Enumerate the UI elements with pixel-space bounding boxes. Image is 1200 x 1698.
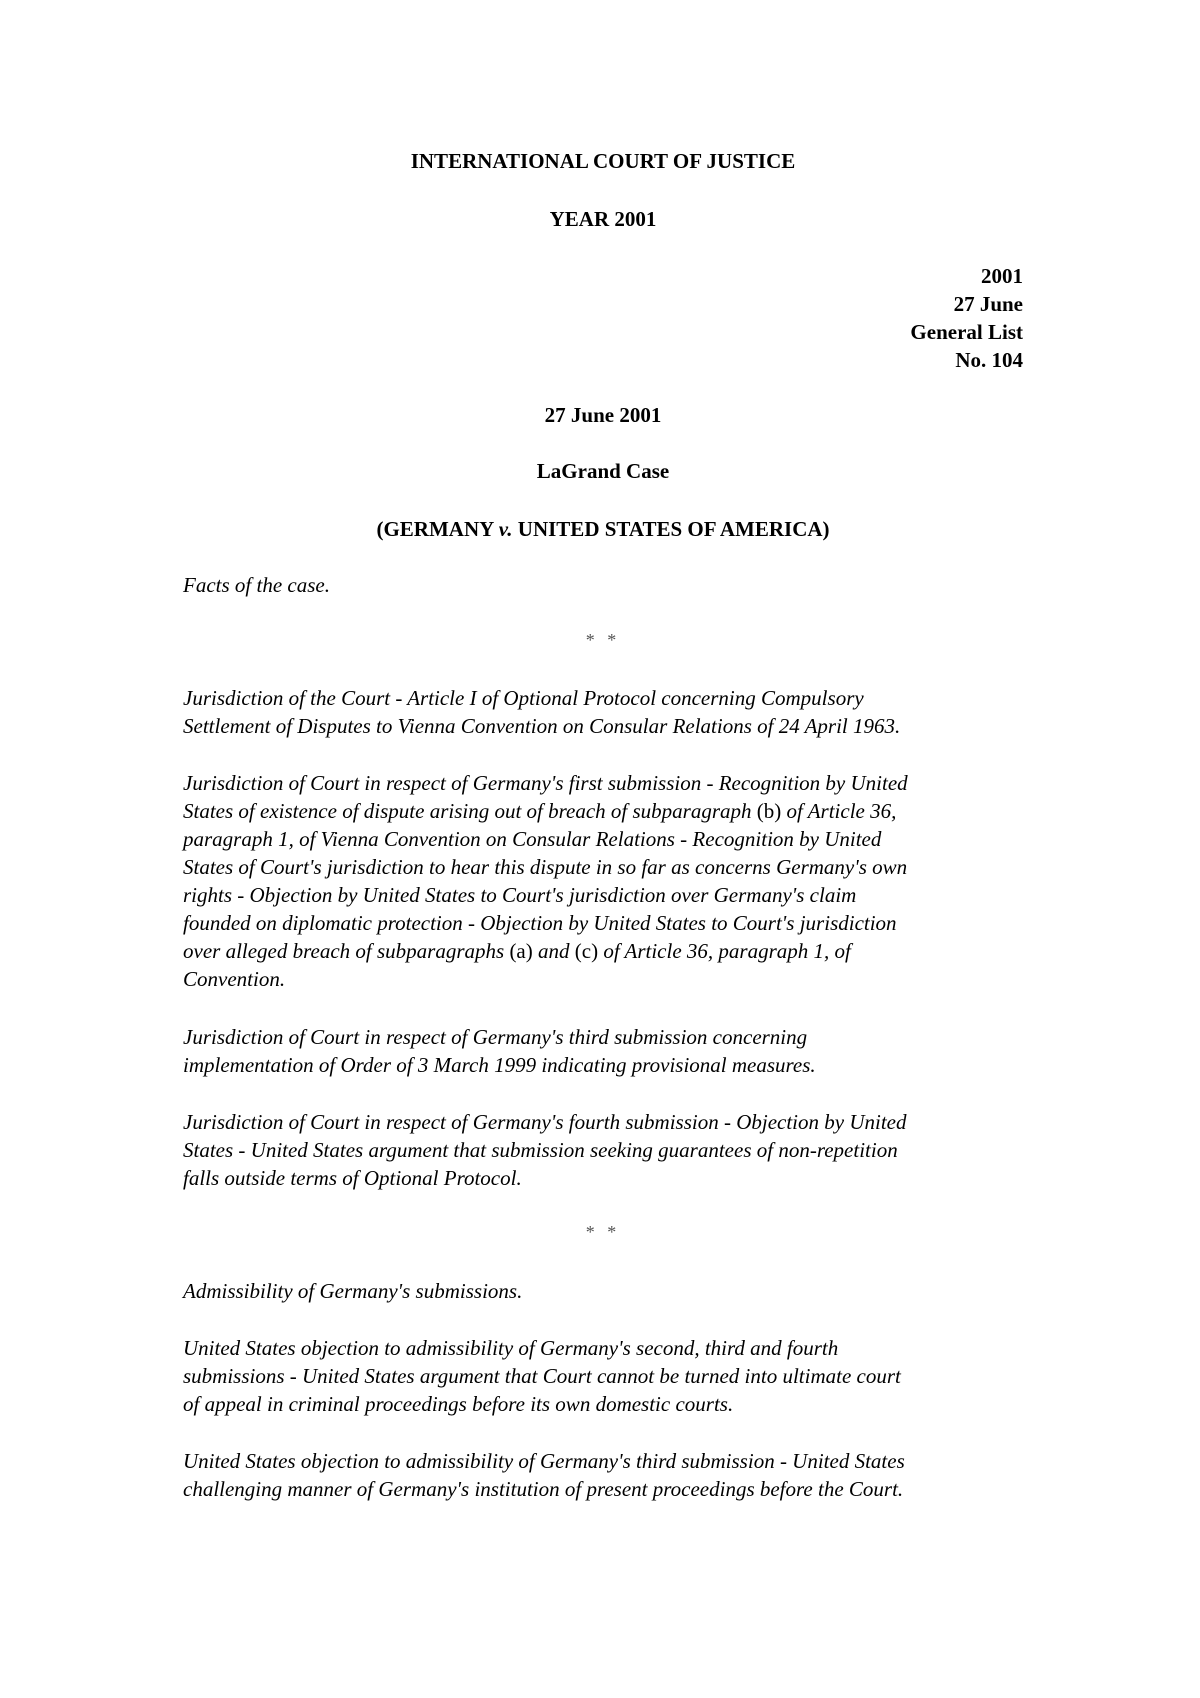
jurisdiction-paragraph-3: Jurisdiction of Court in respect of Germany's third submission concerning implementation of Order of 3 March 1999 indicating provisional measures. <box>183 1025 816 1077</box>
court-title: INTERNATIONAL COURT OF JUSTICE <box>410 149 796 173</box>
parties-open: (GERMANY <box>376 517 499 541</box>
case-meta-block <box>700 262 1023 374</box>
judgment-date: 27 June 2001 <box>544 403 662 427</box>
separator-2: * * <box>585 1222 621 1242</box>
separator-1: * * <box>585 630 621 650</box>
admissibility-paragraph-2: United States objection to admissibility of Germany's third submission - United States challenging manner of Germany's institution of present proceedings before the Court. <box>183 1449 905 1501</box>
parties-line <box>183 515 1023 543</box>
admissibility-paragraph-1: United States objection to admissibility of Germany's second, third and fourth submissions - United States argument that Court cannot be turned into ultimate court of appeal in criminal proceedings before its own domestic courts. <box>183 1336 901 1416</box>
meta-number: No. 104 <box>955 348 1023 372</box>
jurisdiction-paragraph-2: Jurisdiction of Court in respect of Germany's first submission - Recognition by United States of existence of dispute arising out of breach of subparagraph (b) of Article 36, paragraph 1, of Vienna Convention on Consular Relations - Recognition by United States of Court's jurisdiction to hear this dispute in so far as concerns Germany's own rights - Objection by United States to Court's jurisdiction over Germany's claim founded on diplomatic protection - Objection by United States to Court's jurisdiction over alleged breach of subparagraphs (a) and (c) of Article 36, paragraph 1, of Convention. <box>183 771 908 991</box>
admissibility-heading: Admissibility of Germany's submissions. <box>183 1279 523 1303</box>
meta-year: 2001 <box>981 264 1023 288</box>
case-name: LaGrand Case <box>536 459 670 483</box>
year-heading: YEAR 2001 <box>549 207 657 231</box>
parties-close: UNITED STATES OF AMERICA) <box>512 517 830 541</box>
meta-date: 27 June <box>953 292 1023 316</box>
parties-versus: v. <box>498 517 513 541</box>
jurisdiction-paragraph-4: Jurisdiction of Court in respect of Germany's fourth submission - Objection by United States - United States argument that submission seeking guarantees of non-repetition falls outside terms of Optional Protocol. <box>183 1110 907 1190</box>
meta-list: General List <box>910 320 1023 344</box>
facts-heading: Facts of the case. <box>183 573 330 597</box>
jurisdiction-paragraph-1: Jurisdiction of the Court - Article I of Optional Protocol concerning Compulsory Settlement of Disputes to Vienna Convention on Consular Relations of 24 April 1963. <box>183 686 901 738</box>
